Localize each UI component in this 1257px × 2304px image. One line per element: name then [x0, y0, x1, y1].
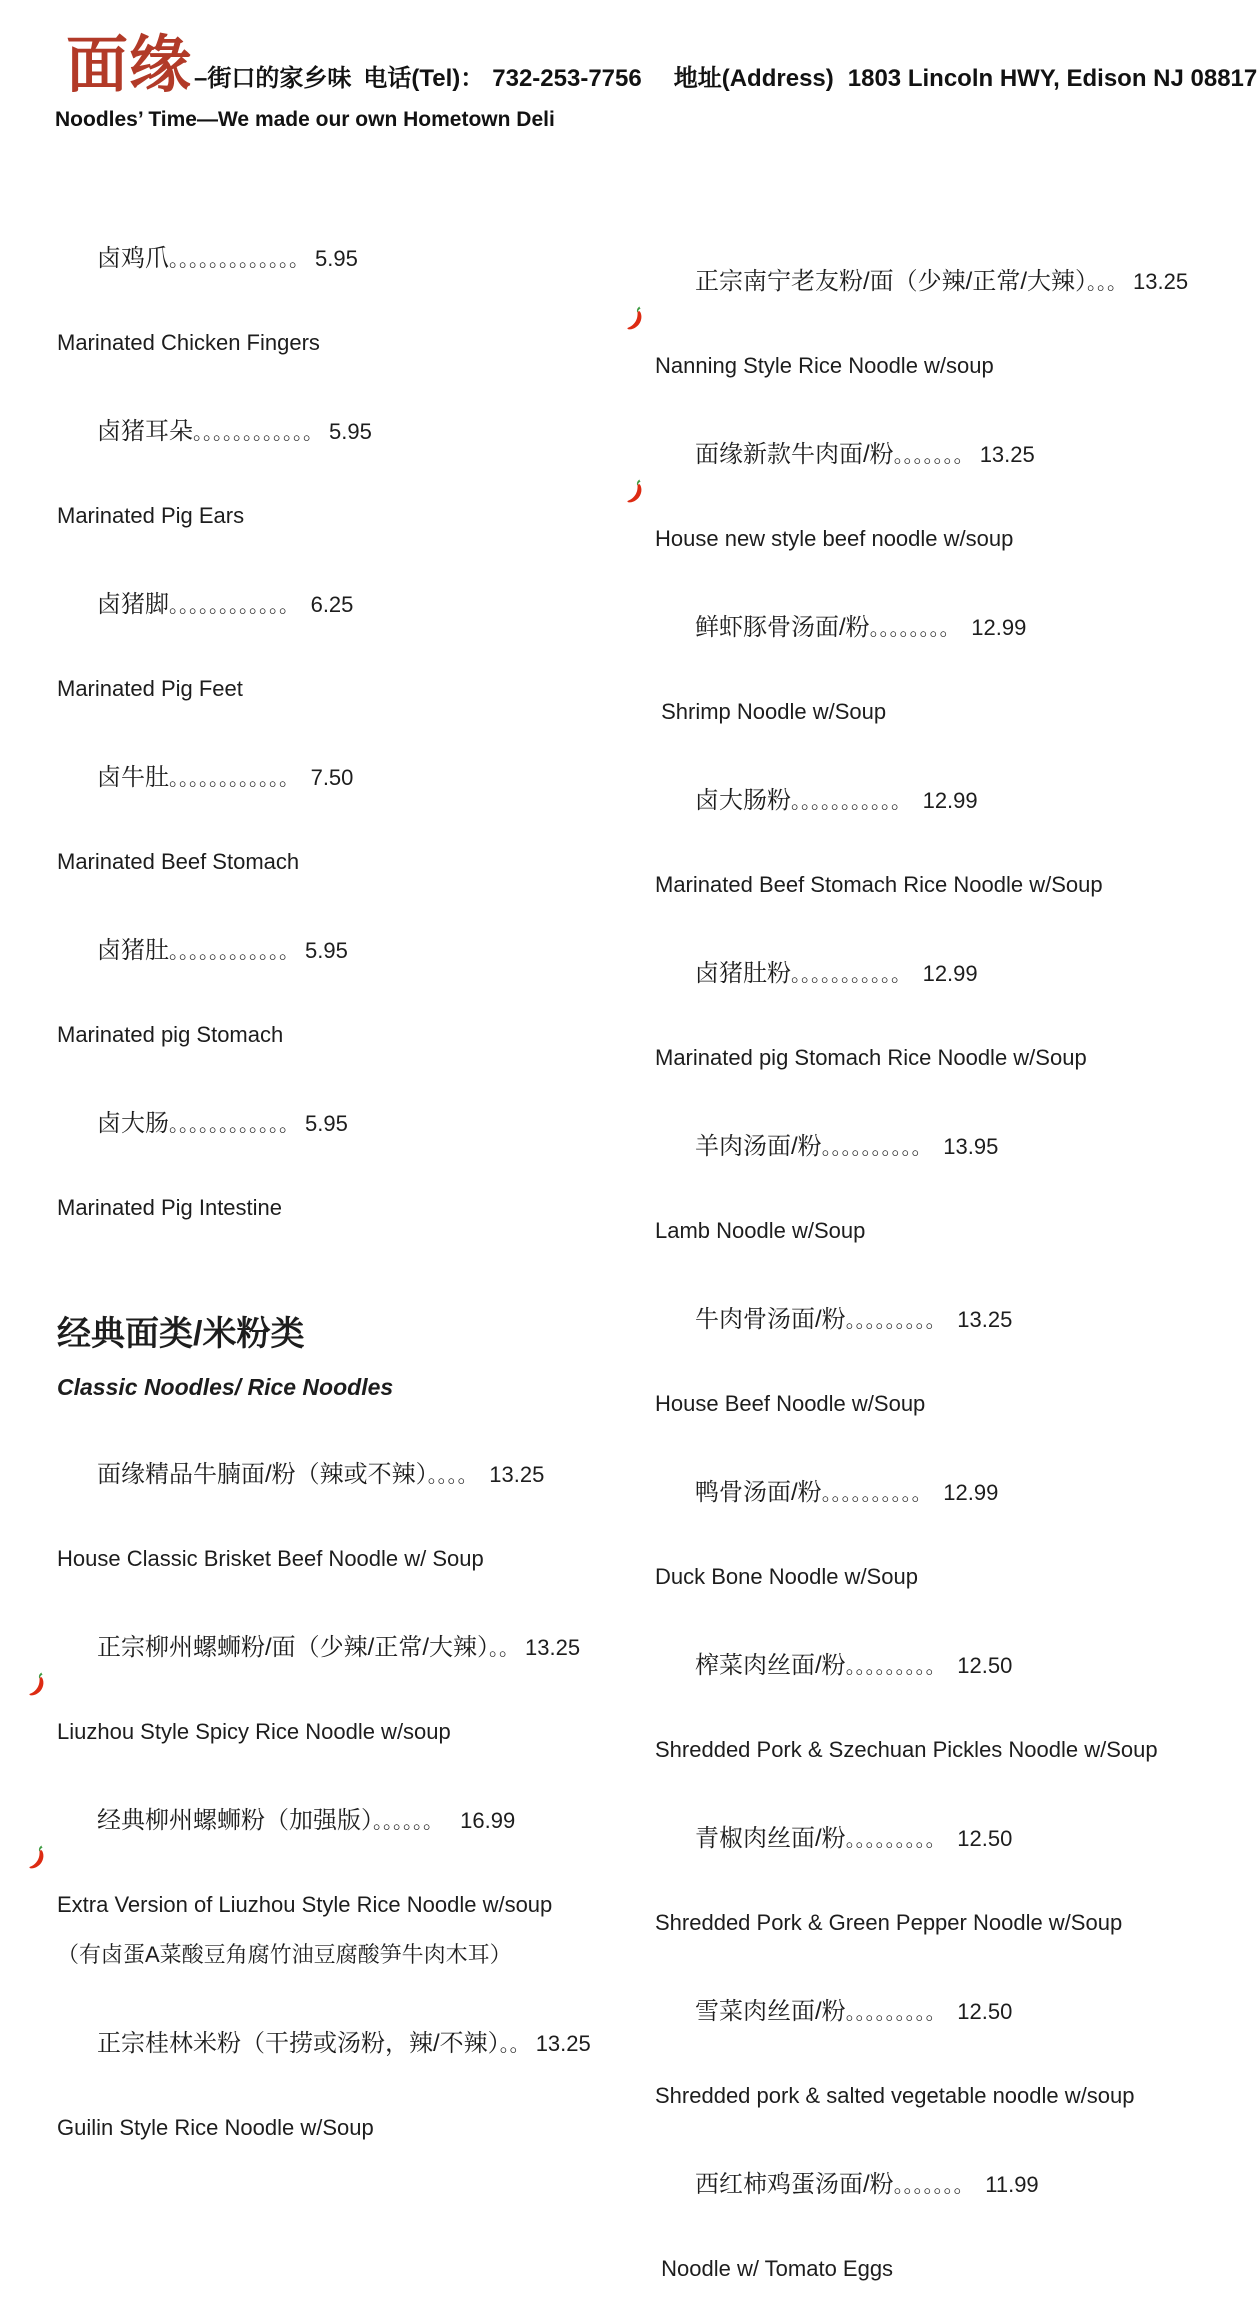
item-name-en: Shredded Pork & Szechuan Pickles Noodle w/Soup	[655, 1737, 1158, 1762]
item-name-zh: 卤大肠	[97, 1110, 170, 1137]
chili-icon	[623, 406, 647, 433]
item-price: 12.99	[943, 1480, 999, 1505]
item-name-zh: 卤猪脚	[97, 591, 170, 618]
item-price: 12.50	[957, 1999, 1013, 2024]
item-line	[655, 1612, 1215, 1721]
item-price: 11.99	[985, 2172, 1039, 2197]
item-name-en: House Beef Noodle w/Soup	[655, 1391, 926, 1416]
soup-noodles-list	[655, 228, 1215, 2284]
dot-leader: 。。。。。。。。。	[845, 1656, 952, 1678]
item-name-zh: 卤猪耳朵	[97, 418, 194, 445]
item-name-en: House new style beef noodle w/soup	[655, 526, 1014, 551]
item-price: 6.25	[310, 592, 354, 617]
item-line	[655, 1958, 1215, 2067]
item-price: 13.25	[489, 1462, 545, 1487]
dot-leader: 。。。。	[427, 1465, 484, 1487]
item-price: 13.25	[957, 1307, 1013, 1332]
address-label: 地址(Address)	[673, 65, 834, 92]
item-name-zh: 正宗桂林米粉（干捞或汤粉，辣/不辣）	[97, 2030, 500, 2057]
item-price: 13.25	[1133, 269, 1189, 294]
dot-leader: 。。。。。。。。。。。	[791, 791, 917, 813]
item-name-en: Extra Version of Liuzhou Style Rice Noodle w/soup	[57, 1892, 553, 1917]
item-line	[57, 897, 597, 1006]
menu-item	[57, 897, 597, 1050]
item-price: 16.99	[460, 1808, 516, 1833]
item-name-zh: 卤牛肚	[97, 764, 170, 791]
item-name-zh: 西红柿鸡蛋汤面/粉	[695, 2171, 894, 2198]
menu-item	[655, 228, 1215, 381]
menu-item	[655, 1439, 1215, 1592]
item-line	[57, 551, 597, 660]
item-price: 5.95	[315, 246, 358, 271]
menu-item	[57, 205, 597, 358]
item-name-zh: 面缘精品牛腩面/粉（辣或不辣）	[97, 1461, 428, 1488]
menu-item	[655, 747, 1215, 900]
item-name-zh: 鲜虾豚骨汤面/粉	[695, 614, 870, 641]
menu-item	[57, 1767, 597, 1970]
item-price: 12.99	[922, 961, 978, 986]
item-line	[57, 378, 597, 487]
item-line	[655, 1785, 1215, 1894]
item-name-zh: 经典柳州螺蛳粉（加强版）	[97, 1807, 374, 1834]
classic-noodles-list	[57, 1421, 597, 2143]
dot-leader: 。。。。。。。	[893, 445, 974, 467]
menu-item	[655, 920, 1215, 1073]
menu-item	[655, 2131, 1215, 2284]
dot-leader: 。。。。。。。。。。。。	[169, 595, 305, 617]
item-name-en: Nanning Style Rice Noodle w/soup	[655, 353, 994, 378]
right-column	[655, 228, 1215, 2304]
item-name-zh: 正宗柳州螺蛳粉/面（少辣/正常/大辣）	[97, 1634, 490, 1661]
phone-label: 电话(Tel)：	[363, 65, 485, 92]
item-price: 5.95	[305, 938, 348, 963]
item-name-zh: 卤猪肚	[97, 937, 170, 964]
dot-leader: 。。。。。。。。。。。。	[169, 941, 300, 963]
item-name-en: Marinated Beef Stomach Rice Noodle w/Soup	[655, 872, 1103, 897]
menu-item	[655, 1785, 1215, 1938]
item-name-en: Shrimp Noodle w/Soup	[655, 699, 887, 724]
menu-item	[57, 551, 597, 704]
dot-leader: 。。。。。。	[373, 1811, 455, 1833]
item-name-zh: 牛肉骨汤面/粉	[695, 1306, 846, 1333]
item-line	[655, 1439, 1215, 1548]
item-price: 13.25	[979, 442, 1035, 467]
item-line	[57, 1070, 597, 1179]
menu-item	[655, 1612, 1215, 1765]
dot-leader: 。。。。。。。。。。。	[791, 964, 917, 986]
chili-icon	[25, 1772, 49, 1799]
item-name-en: Marinated pig Stomach Rice Noodle w/Soup	[655, 1045, 1087, 1070]
menu-item	[655, 1093, 1215, 1246]
menu-item	[57, 1594, 597, 1747]
item-name-en: Guilin Style Rice Noodle w/Soup	[57, 2115, 374, 2140]
phone-number: 732-253-7756	[492, 65, 642, 92]
dot-leader: 。。。。。。。。。。。。	[169, 768, 305, 790]
item-price: 12.99	[971, 615, 1027, 640]
item-price: 5.95	[305, 1111, 348, 1136]
item-name-en: Marinated Beef Stomach	[57, 849, 300, 874]
item-name-zh: 雪菜肉丝面/粉	[695, 1998, 846, 2025]
menu-item	[655, 1266, 1215, 1419]
item-line	[57, 1767, 597, 1876]
item-line	[655, 1266, 1215, 1375]
menu-item	[655, 574, 1215, 727]
restaurant-logo: 面缘	[66, 28, 193, 101]
section-title-en: Classic Noodles/ Rice Noodles	[57, 1374, 394, 1400]
header	[0, 0, 1257, 101]
item-name-zh: 卤鸡爪	[97, 245, 170, 272]
menu-item	[57, 378, 597, 531]
item-line	[57, 1990, 597, 2099]
item-price: 13.95	[943, 1134, 999, 1159]
item-name-zh: 正宗南宁老友粉/面（少辣/正常/大辣）	[695, 268, 1088, 295]
item-name-en: Liuzhou Style Spicy Rice Noodle w/soup	[57, 1719, 451, 1744]
dot-leader: 。。。。。。。。。	[845, 2002, 952, 2024]
item-line	[57, 724, 597, 833]
item-price: 13.25	[535, 2031, 591, 2056]
dot-leader: 。。	[489, 1638, 520, 1660]
address-value: 1803 Lincoln HWY, Edison NJ 08817	[847, 65, 1257, 92]
dot-leader: 。。。。。。。。	[869, 618, 966, 640]
dot-leader: 。。。	[1087, 272, 1128, 294]
item-line	[57, 205, 597, 314]
menu-item	[57, 724, 597, 877]
item-name-en: House Classic Brisket Beef Noodle w/ Soup	[57, 1546, 484, 1571]
item-price: 12.99	[922, 788, 978, 813]
menu-item	[655, 401, 1215, 554]
item-name-zh: 榨菜肉丝面/粉	[695, 1652, 846, 1679]
item-name-en: Lamb Noodle w/Soup	[655, 1218, 866, 1243]
menu-item	[57, 1990, 597, 2143]
item-name-zh: 面缘新款牛肉面/粉	[695, 441, 894, 468]
item-line	[57, 1421, 597, 1530]
item-name-zh: 卤大肠粉	[695, 787, 792, 814]
item-note: （有卤蛋A菜酸豆角腐竹油豆腐酸笋牛肉木耳）	[57, 1942, 512, 1967]
dot-leader: 。。。。。。。。。。。。。	[169, 249, 310, 271]
dot-leader: 。。	[499, 2034, 530, 2056]
menu-item	[655, 1958, 1215, 2111]
item-line	[655, 2131, 1215, 2240]
menu-subtitle: Noodles’ Time—We made our own Hometown Deli	[55, 108, 555, 131]
item-name-zh: 青椒肉丝面/粉	[695, 1825, 846, 1852]
chili-icon	[25, 1599, 49, 1626]
item-line	[655, 574, 1215, 683]
item-name-zh: 羊肉汤面/粉	[695, 1133, 822, 1160]
item-line	[655, 228, 1215, 337]
item-price: 7.50	[310, 765, 354, 790]
dot-leader: 。。。。。。。。。。。。	[169, 1114, 300, 1136]
appetizers-list	[57, 205, 597, 1223]
item-name-en: Marinated Pig Intestine	[57, 1195, 283, 1220]
item-name-zh: 鸭骨汤面/粉	[695, 1479, 822, 1506]
section-title-zh: 经典面类/米粉类	[57, 1315, 305, 1353]
menu-item	[57, 1421, 597, 1574]
dot-leader: 。。。。。。。。。。	[821, 1483, 938, 1505]
dot-leader: 。。。。。。。	[893, 2175, 980, 2197]
item-line	[655, 1093, 1215, 1202]
chili-icon	[623, 233, 647, 260]
item-line	[655, 747, 1215, 856]
restaurant-tagline: –街口的家乡味	[194, 65, 352, 92]
item-price: 13.25	[525, 1635, 581, 1660]
item-name-en: Marinated pig Stomach	[57, 1022, 284, 1047]
item-name-en: Marinated Pig Feet	[57, 676, 243, 701]
item-name-en: Marinated Pig Ears	[57, 503, 245, 528]
menu-item	[57, 1070, 597, 1223]
item-price: 12.50	[957, 1653, 1013, 1678]
item-price: 12.50	[957, 1826, 1013, 1851]
item-price: 5.95	[329, 419, 372, 444]
item-name-zh: 卤猪肚粉	[695, 960, 792, 987]
dot-leader: 。。。。。。。。。。。。	[193, 422, 324, 444]
item-line	[57, 1594, 597, 1703]
item-line	[655, 920, 1215, 1029]
item-name-en: Marinated Chicken Fingers	[57, 330, 320, 355]
dot-leader: 。。。。。。。。。	[845, 1829, 952, 1851]
item-name-en: Shredded Pork & Green Pepper Noodle w/Soup	[655, 1910, 1123, 1935]
dot-leader: 。。。。。。。。。。	[821, 1137, 938, 1159]
item-name-en: Shredded pork & salted vegetable noodle w/soup	[655, 2083, 1135, 2108]
item-name-en: Noodle w/ Tomato Eggs	[655, 2256, 894, 2281]
left-column	[57, 205, 597, 2163]
dot-leader: 。。。。。。。。。	[845, 1310, 952, 1332]
item-name-en: Duck Bone Noodle w/Soup	[655, 1564, 918, 1589]
item-line	[655, 401, 1215, 510]
